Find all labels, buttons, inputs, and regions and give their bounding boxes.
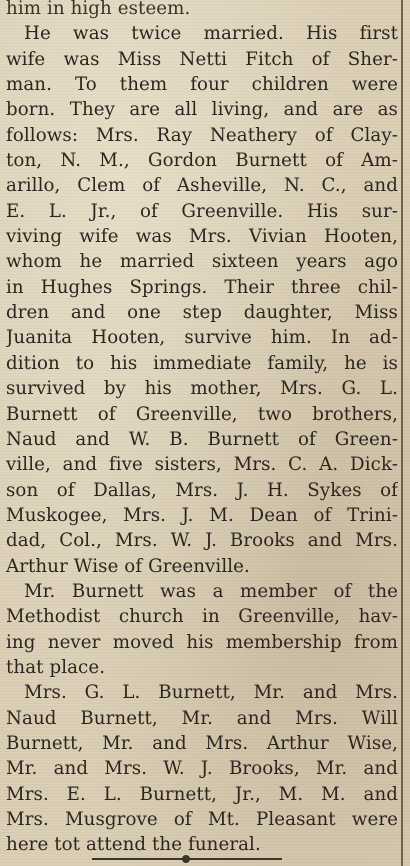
text-line: wife was Miss Netti Fitch of Sher-: [6, 48, 398, 70]
text-line: E. L. Jr., of Greenville. His sur-: [6, 200, 398, 222]
text-line: He was twice married. His first: [24, 23, 398, 45]
text-line: Burnett, Mr. and Mrs. Arthur Wise,: [6, 732, 398, 754]
text-line: dad, Col., Mrs. W. J. Brooks and Mrs.: [6, 530, 398, 552]
text-line: ton, N. M., Gordon Burnett of Am-: [6, 150, 398, 172]
column-rule: [401, 0, 403, 866]
text-line: follows: Mrs. Ray Neathery of Clay-: [6, 124, 398, 146]
text-line: man. To them four children were: [6, 74, 398, 96]
text-line: Mrs. E. L. Burnett, Jr., M. M. and: [6, 783, 398, 805]
text-line: arillo, Clem of Asheville, N. C., and: [6, 175, 398, 197]
text-line: in Hughes Springs. Their three chil-: [6, 276, 398, 298]
text-line: Muskogee, Mrs. J. M. Dean of Trini-: [6, 504, 398, 526]
text-line: here tot attend the funeral.: [6, 834, 261, 856]
text-line: ing never moved his membership from: [6, 631, 398, 653]
text-line: born. They are all living, and are as: [6, 99, 398, 121]
text-line: that place.: [6, 656, 106, 678]
text-line: Methodist church in Greenville, hav-: [6, 606, 398, 628]
text-line: whom he married sixteen years ago: [6, 251, 398, 273]
text-line: Arthur Wise of Greenville.: [6, 555, 250, 577]
text-line: dition to his immediate family, he is: [6, 352, 398, 374]
text-line: son of Dallas, Mrs. J. H. Sykes of: [6, 479, 398, 501]
text-line: survived by his mother, Mrs. G. L.: [6, 378, 398, 400]
text-line: Mrs. Musgrove of Mt. Pleasant were: [6, 809, 398, 830]
text-line: ville, and five sisters, Mrs. C. A. Dick-: [6, 454, 398, 476]
text-line: Naud Burnett, Mr. and Mrs. Will: [6, 707, 398, 729]
text-line: him in high esteem.: [6, 0, 191, 19]
text-line: Mr. and Mrs. W. J. Brooks, Mr. and: [6, 758, 398, 780]
text-line: Mr. Burnett was a member of the: [24, 580, 398, 602]
end-of-article-rule: [92, 858, 282, 860]
obituary-article: [6, 0, 398, 858]
text-line: Juanita Hooten, survive him. In ad-: [6, 327, 398, 349]
text-line: dren and one step daughter, Miss: [6, 302, 398, 324]
text-line: Naud and W. B. Burnett of Green-: [6, 428, 398, 450]
rule-ornament: [182, 855, 190, 863]
text-line: Mrs. G. L. Burnett, Mr. and Mrs.: [24, 682, 398, 704]
text-line: viving wife was Mrs. Vivian Hooten,: [6, 226, 398, 248]
text-line: Burnett of Greenville, two brothers,: [6, 403, 398, 425]
